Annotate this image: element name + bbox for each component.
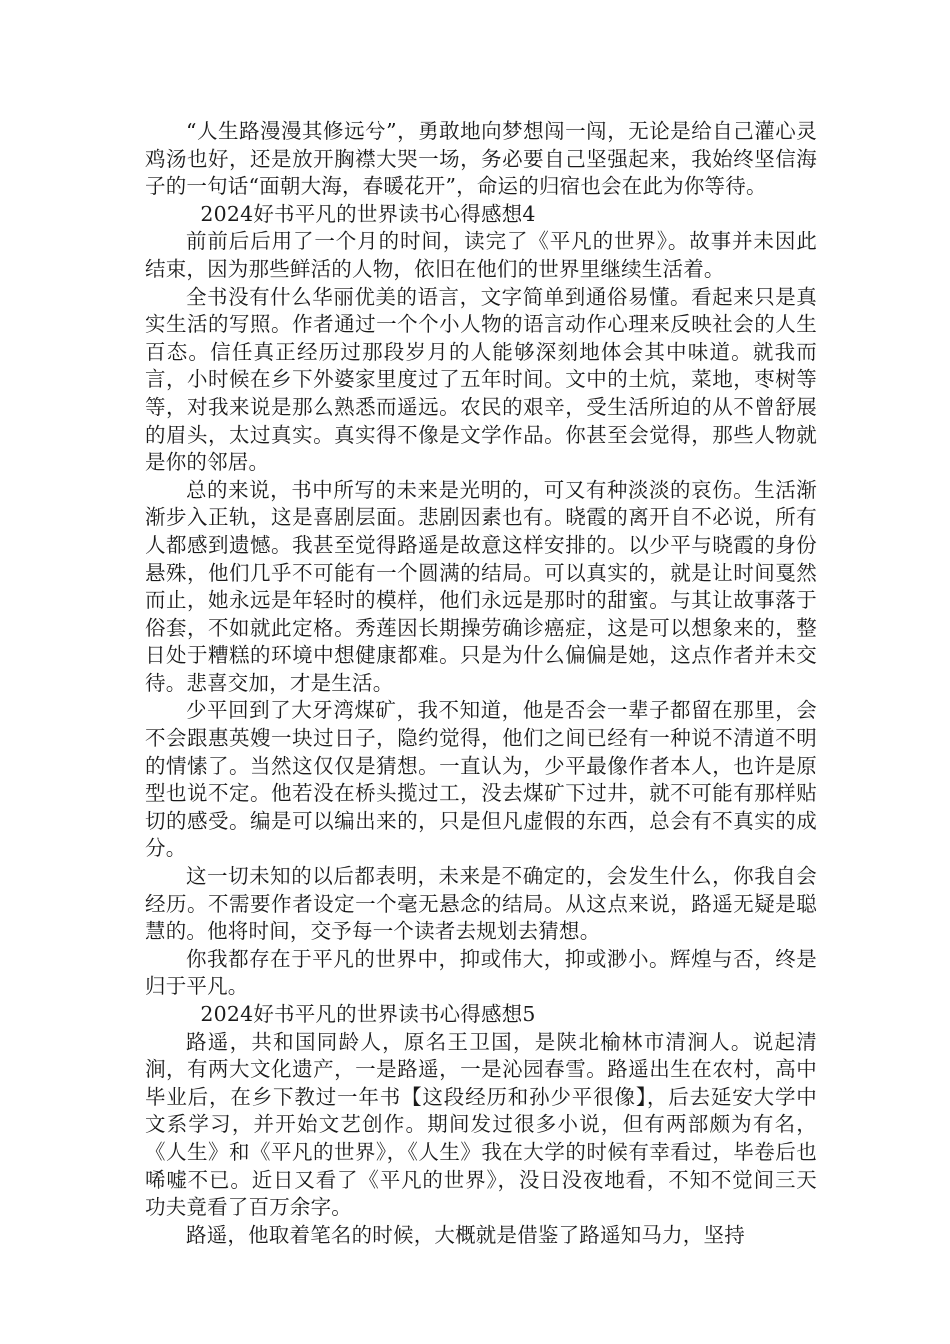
paragraph: “人生路漫漫其修远兮”，勇敢地向梦想闯一闯，无论是给自己灌心灵鸡汤也好，还是放开胸襟大哭一场，务必要自己坚强起来，我始终坚信海子的一句话“面朝大海，春暖花开”，命运的归宿也会在此为你等待。 — [145, 119, 817, 199]
paragraph: 前前后后用了一个月的时间，读完了《平凡的世界》。故事并未因此结束，因为那些鲜活的人物，依旧在他们的世界里继续生活着。 — [145, 229, 817, 281]
document-page — [145, 118, 817, 1249]
paragraph: 少平回到了大牙湾煤矿，我不知道，他是否会一辈子都留在那里，会不会跟惠英嫂一块过日子，隐约觉得，他们之间已经有一种说不清道不明的情愫了。当然这仅仅是猜想。一直认为，少平最像作者本人，也许是原型也说不定。他若没在桥头揽过工，没去煤矿下过井，就不可能有那样贴切的感受。编是可以编出来的，只是但凡虚假的东西，总会有不真实的成分。 — [145, 698, 817, 861]
paragraph: 全书没有什么华丽优美的语言，文字简单到通俗易懂。看起来只是真实生活的写照。作者通过一个个小人物的语言动作心理来反映社会的人生百态。信任真正经历过那段岁月的人能够深刻地体会其中味道。就我而言，小时候在乡下外婆家里度过了五年时间。文中的土炕，菜地，枣树等等，对我来说是那么熟悉而遥远。农民的艰辛，受生活所迫的从不曾舒展的眉头，太过真实。真实得不像是文学作品。你甚至会觉得，那些人物就是你的邻居。 — [145, 284, 817, 475]
section-heading: 2024好书平凡的世界读书心得感想4 — [200, 201, 536, 226]
paragraph: 你我都存在于平凡的世界中，抑或伟大，抑或渺小。辉煌与否，终是归于平凡。 — [145, 946, 817, 999]
paragraph: 路遥，共和国同龄人，原名王卫国，是陕北榆林市清涧人。说起清涧，有两大文化遗产，一是路遥，一是沁园春雪。路遥出生在农村，高中毕业后，在乡下教过一年书【这段经历和孙少平很像】，后去延安大学中文系学习，并开始文艺创作。期间发过很多小说，但有两部颇为有名，《人生》和《平凡的世界》，《人生》我在大学的时候有幸看过，毕卷后也唏嘘不已。近日又看了《平凡的世界》，没日没夜地看，不知不觉间三天功夫竟看了百万余字。 — [145, 1029, 817, 1220]
paragraph: 路遥，他取着笔名的时候，大概就是借鉴了路遥知马力，坚持 — [186, 1222, 745, 1247]
paragraph: 总的来说，书中所写的未来是光明的，可又有种淡淡的哀伤。生活渐渐步入正轨，这是喜剧层面。悲剧因素也有。晓霞的离开自不必说，所有人都感到遗憾。我甚至觉得路遥是故意这样安排的。以少平与晓霞的身份悬殊，他们几乎不可能有一个圆满的结局。可以真实的，就是让时间戛然而止，她永远是年轻时的模样，他们永远是那时的甜蜜。与其让故事落于俗套，不如就此定格。秀莲因长期操劳确诊癌症，这是可以想象来的，整日处于糟糕的环境中想健康都难。只是为什么偏偏是她，这点作者并未交待。悲喜交加，才是生活。 — [145, 477, 817, 695]
paragraph: 这一切未知的以后都表明，未来是不确定的，会发生什么，你我自会经历。不需要作者设定一个毫无悬念的结局。从这点来说，路遥无疑是聪慧的。他将时间，交予每一个读者去规划去猜想。 — [145, 864, 817, 944]
section-heading: 2024好书平凡的世界读书心得感想5 — [200, 1002, 536, 1026]
